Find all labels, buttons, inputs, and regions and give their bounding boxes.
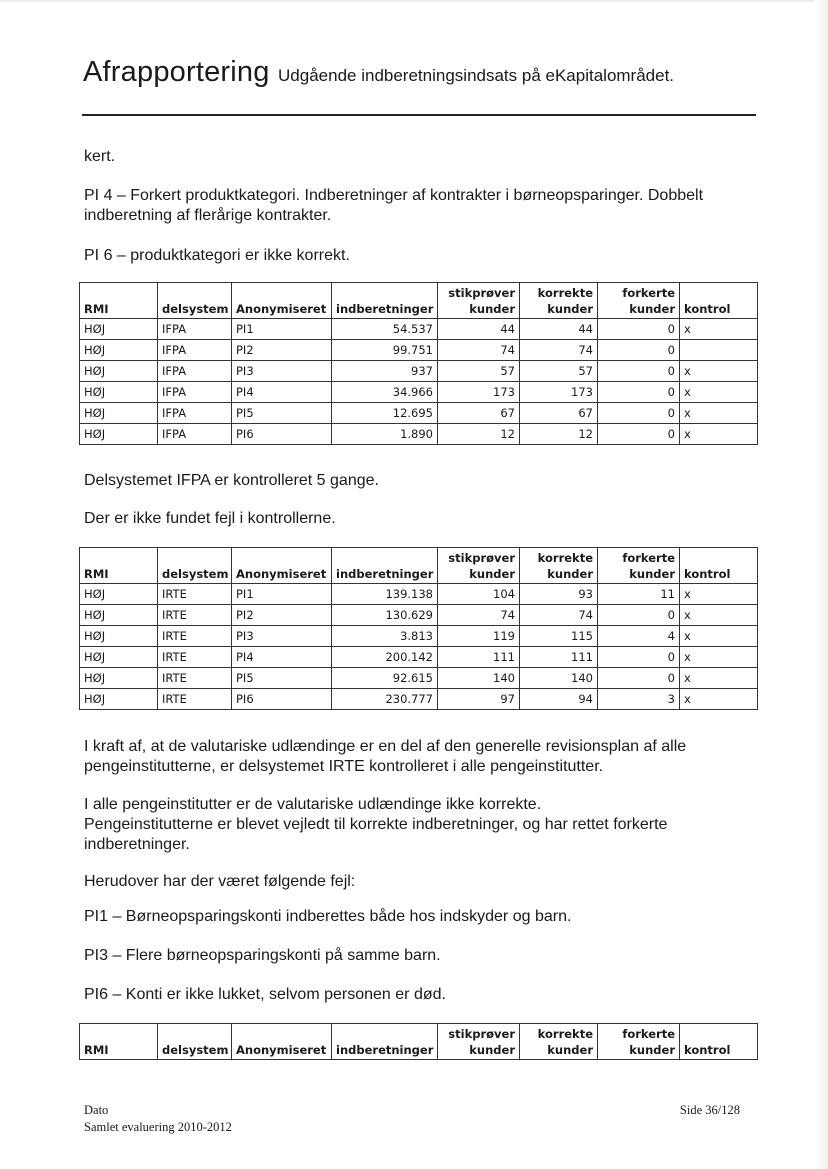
paragraph-pi4: PI 4 – Forkert produktkategori. Indberetninger af kontrakter i børneopsparinger. Dobbelt indberetning af flerårige kontrakter. (84, 187, 704, 224)
paragraph-no-errors: Der er ikke fundet fejl i kontrollerne. (84, 510, 336, 527)
cell-kontrol: x (680, 361, 758, 382)
cell-kontrol: x (680, 584, 758, 605)
header-indberetninger: indberetninger (332, 1024, 438, 1060)
cell-anonymiseret: PI1 (232, 584, 332, 605)
cell-anonymiseret: PI2 (232, 340, 332, 361)
paragraph-corrections-line2: Pengeinstitutterne er blevet vejledt til korrekte indberetninger, og har rettet forkerte indberetninger. (84, 816, 668, 853)
cell-rmi: HØJ (80, 647, 158, 668)
header-stikproever: stikprøver kunder (438, 548, 520, 584)
paragraph-corrections-line1: I alle pengeinstitutter er de valutariske udlændinge ikke korrekte. (84, 796, 542, 813)
cell-indberetninger: 130.629 (332, 605, 438, 626)
cell-delsystem: IFPA (158, 340, 232, 361)
cell-korrekte: 74 (520, 340, 598, 361)
cell-indberetninger: 3.813 (332, 626, 438, 647)
cell-delsystem: IRTE (158, 668, 232, 689)
header-anonymiseret: Anonymiseret (232, 548, 332, 584)
cell-delsystem: IRTE (158, 647, 232, 668)
cell-stikproever: 57 (438, 361, 520, 382)
cell-forkerte: 0 (598, 340, 680, 361)
cell-stikproever: 140 (438, 668, 520, 689)
cell-rmi: HØJ (80, 605, 158, 626)
cell-delsystem: IRTE (158, 689, 232, 710)
cell-indberetninger: 99.751 (332, 340, 438, 361)
paragraph-corrections (84, 795, 764, 855)
cell-stikproever: 104 (438, 584, 520, 605)
cell-forkerte: 3 (598, 689, 680, 710)
cell-korrekte: 67 (520, 403, 598, 424)
footer-left (84, 1102, 232, 1136)
cell-forkerte: 0 (598, 668, 680, 689)
cell-stikproever: 111 (438, 647, 520, 668)
cell-rmi: HØJ (80, 584, 158, 605)
cell-rmi: HØJ (80, 340, 158, 361)
cell-korrekte: 115 (520, 626, 598, 647)
cell-delsystem: IFPA (158, 424, 232, 445)
header-kontrol: kontrol (680, 548, 758, 584)
table-row (80, 340, 758, 361)
header-title: Afrapportering (83, 56, 270, 88)
cell-delsystem: IFPA (158, 382, 232, 403)
cell-anonymiseret: PI1 (232, 319, 332, 340)
cell-delsystem: IFPA (158, 403, 232, 424)
cell-stikproever: 74 (438, 340, 520, 361)
cell-rmi: HØJ (80, 689, 158, 710)
cell-rmi: HØJ (80, 424, 158, 445)
cell-anonymiseret: PI6 (232, 689, 332, 710)
footer-document-title: Samlet evaluering 2010-2012 (84, 1120, 232, 1134)
header-delsystem: delsystem (158, 548, 232, 584)
cell-indberetninger: 12.695 (332, 403, 438, 424)
cell-kontrol: x (680, 424, 758, 445)
cell-kontrol: x (680, 626, 758, 647)
cell-korrekte: 140 (520, 668, 598, 689)
cell-korrekte: 12 (520, 424, 598, 445)
header-divider (82, 114, 756, 116)
cell-anonymiseret: PI5 (232, 668, 332, 689)
cell-rmi: HØJ (80, 319, 158, 340)
table-header-row (80, 548, 758, 584)
header-forkerte: forkerte kunder (598, 1024, 680, 1060)
cell-indberetninger: 139.138 (332, 584, 438, 605)
cell-indberetninger: 230.777 (332, 689, 438, 710)
table-ifpa (79, 282, 758, 445)
table-row (80, 668, 758, 689)
cell-korrekte: 111 (520, 647, 598, 668)
cell-kontrol: x (680, 668, 758, 689)
header-anonymiseret: Anonymiseret (232, 1024, 332, 1060)
paragraph-continuation: kert. (84, 148, 116, 165)
cell-rmi: HØJ (80, 403, 158, 424)
header-korrekte: korrekte kunder (520, 548, 598, 584)
page-header (83, 56, 763, 96)
table-irte (79, 547, 758, 710)
cell-kontrol: x (680, 403, 758, 424)
cell-stikproever: 97 (438, 689, 520, 710)
cell-kontrol: x (680, 319, 758, 340)
header-anonymiseret: Anonymiseret (232, 283, 332, 319)
header-delsystem: delsystem (158, 283, 232, 319)
cell-kontrol: x (680, 689, 758, 710)
header-delsystem: delsystem (158, 1024, 232, 1060)
cell-indberetninger: 54.537 (332, 319, 438, 340)
paragraph-further-errors: Herudover har der været følgende fejl: (84, 873, 356, 890)
cell-indberetninger: 200.142 (332, 647, 438, 668)
cell-korrekte: 94 (520, 689, 598, 710)
cell-anonymiseret: PI2 (232, 605, 332, 626)
paragraph-pi1-error: PI1 – Børneopsparingskonti indberettes både hos indskyder og barn. (84, 908, 572, 925)
table-row (80, 361, 758, 382)
cell-anonymiseret: PI3 (232, 361, 332, 382)
header-kontrol: kontrol (680, 283, 758, 319)
paragraph-ifpa-checked: Delsystemet IFPA er kontrolleret 5 gange. (84, 472, 379, 489)
cell-forkerte: 4 (598, 626, 680, 647)
cell-forkerte: 0 (598, 403, 680, 424)
cell-rmi: HØJ (80, 668, 158, 689)
cell-rmi: HØJ (80, 626, 158, 647)
cell-rmi: HØJ (80, 361, 158, 382)
cell-korrekte: 44 (520, 319, 598, 340)
page-edge-right (814, 0, 828, 1169)
cell-forkerte: 0 (598, 647, 680, 668)
table-row (80, 424, 758, 445)
cell-indberetninger: 937 (332, 361, 438, 382)
paragraph-pi3-error: PI3 – Flere børneopsparingskonti på samme barn. (84, 947, 441, 964)
table-header-row (80, 283, 758, 319)
header-stikproever: stikprøver kunder (438, 1024, 520, 1060)
cell-anonymiseret: PI5 (232, 403, 332, 424)
paragraph-pi6-error: PI6 – Konti er ikke lukket, selvom personen er død. (84, 986, 446, 1003)
cell-kontrol (680, 340, 758, 361)
cell-forkerte: 0 (598, 319, 680, 340)
header-korrekte: korrekte kunder (520, 283, 598, 319)
table-row (80, 319, 758, 340)
table-row (80, 647, 758, 668)
header-rmi: RMI (80, 283, 158, 319)
cell-forkerte: 11 (598, 584, 680, 605)
cell-stikproever: 74 (438, 605, 520, 626)
cell-anonymiseret: PI4 (232, 382, 332, 403)
header-indberetninger: indberetninger (332, 283, 438, 319)
cell-delsystem: IFPA (158, 319, 232, 340)
page-number: Side 36/128 (679, 1103, 740, 1117)
cell-stikproever: 173 (438, 382, 520, 403)
header-kontrol: kontrol (680, 1024, 758, 1060)
cell-delsystem: IRTE (158, 605, 232, 626)
cell-forkerte: 0 (598, 361, 680, 382)
cell-anonymiseret: PI4 (232, 647, 332, 668)
header-rmi: RMI (80, 1024, 158, 1060)
paragraph-irte-revision: I kraft af, at de valutariske udlændinge er en del af den generelle revisionsplan af alle pengeinstitutterne, er delsystemet IRTE kontrolleret i alle pengeinstitutter. (84, 738, 687, 775)
footer-date-label: Dato (84, 1103, 109, 1117)
cell-kontrol: x (680, 647, 758, 668)
cell-anonymiseret: PI6 (232, 424, 332, 445)
cell-delsystem: IRTE (158, 626, 232, 647)
cell-indberetninger: 92.615 (332, 668, 438, 689)
cell-indberetninger: 1.890 (332, 424, 438, 445)
header-rmi: RMI (80, 548, 158, 584)
cell-kontrol: x (680, 605, 758, 626)
cell-forkerte: 0 (598, 605, 680, 626)
paragraph-pi6: PI 6 – produktkategori er ikke korrekt. (84, 247, 350, 264)
cell-indberetninger: 34.966 (332, 382, 438, 403)
table-row (80, 584, 758, 605)
cell-korrekte: 93 (520, 584, 598, 605)
cell-stikproever: 67 (438, 403, 520, 424)
header-korrekte: korrekte kunder (520, 1024, 598, 1060)
cell-korrekte: 173 (520, 382, 598, 403)
table-third-header (79, 1023, 758, 1060)
table-row (80, 605, 758, 626)
cell-anonymiseret: PI3 (232, 626, 332, 647)
cell-rmi: HØJ (80, 382, 158, 403)
header-indberetninger: indberetninger (332, 548, 438, 584)
header-subtitle: Udgående indberetningsindsats på eKapitalområdet. (278, 66, 675, 85)
table-header-row (80, 1024, 758, 1060)
cell-kontrol: x (680, 382, 758, 403)
cell-forkerte: 0 (598, 424, 680, 445)
cell-stikproever: 44 (438, 319, 520, 340)
cell-stikproever: 119 (438, 626, 520, 647)
table-row (80, 382, 758, 403)
cell-korrekte: 74 (520, 605, 598, 626)
page-edge-top (0, 0, 828, 3)
cell-forkerte: 0 (598, 382, 680, 403)
cell-stikproever: 12 (438, 424, 520, 445)
header-stikproever: stikprøver kunder (438, 283, 520, 319)
table-row (80, 689, 758, 710)
cell-delsystem: IRTE (158, 584, 232, 605)
table-row (80, 626, 758, 647)
table-row (80, 403, 758, 424)
header-forkerte: forkerte kunder (598, 283, 680, 319)
cell-korrekte: 57 (520, 361, 598, 382)
cell-delsystem: IFPA (158, 361, 232, 382)
header-forkerte: forkerte kunder (598, 548, 680, 584)
